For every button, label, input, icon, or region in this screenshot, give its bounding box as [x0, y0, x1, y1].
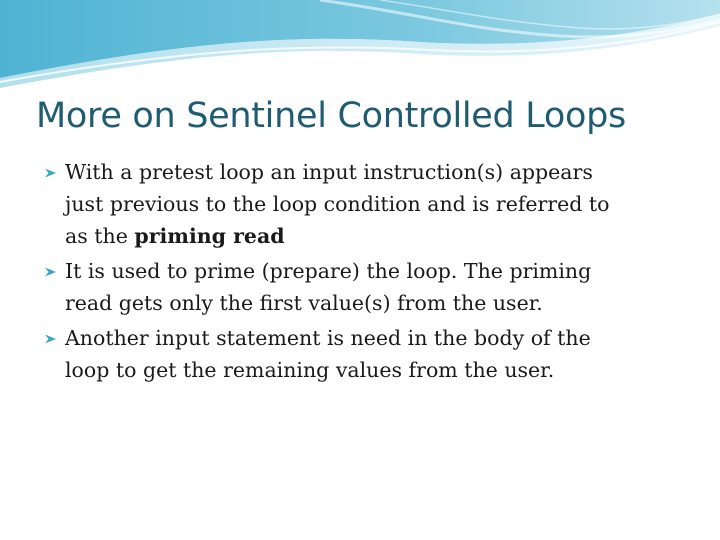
arrow-bullet-icon	[44, 167, 58, 179]
slide-title: More on Sentinel Controlled Loops	[36, 96, 626, 136]
bullet-line: loop to get the remaining values from the user.	[65, 358, 555, 382]
bullet-line: just previous to the loop condition and is referred to	[65, 192, 610, 216]
bullet-line	[65, 220, 684, 252]
bullet-line: With a pretest loop an input instruction(s) appears	[65, 160, 593, 184]
bullet-item	[44, 255, 684, 319]
bullet-line: read gets only the first value(s) from the user.	[65, 291, 543, 315]
bullet-list	[44, 156, 684, 389]
bullet-line: It is used to prime (prepare) the loop. The priming	[65, 259, 592, 283]
arrow-bullet-icon	[44, 333, 58, 345]
bullet-line: Another input statement is need in the body of the	[65, 326, 591, 350]
bullet-item	[44, 322, 684, 386]
header-wave-decoration	[0, 0, 720, 100]
priming-read-term: priming read	[134, 224, 285, 248]
arrow-bullet-icon	[44, 266, 58, 278]
bullet-line-prefix: as the	[65, 224, 135, 248]
bullet-item	[44, 156, 684, 252]
